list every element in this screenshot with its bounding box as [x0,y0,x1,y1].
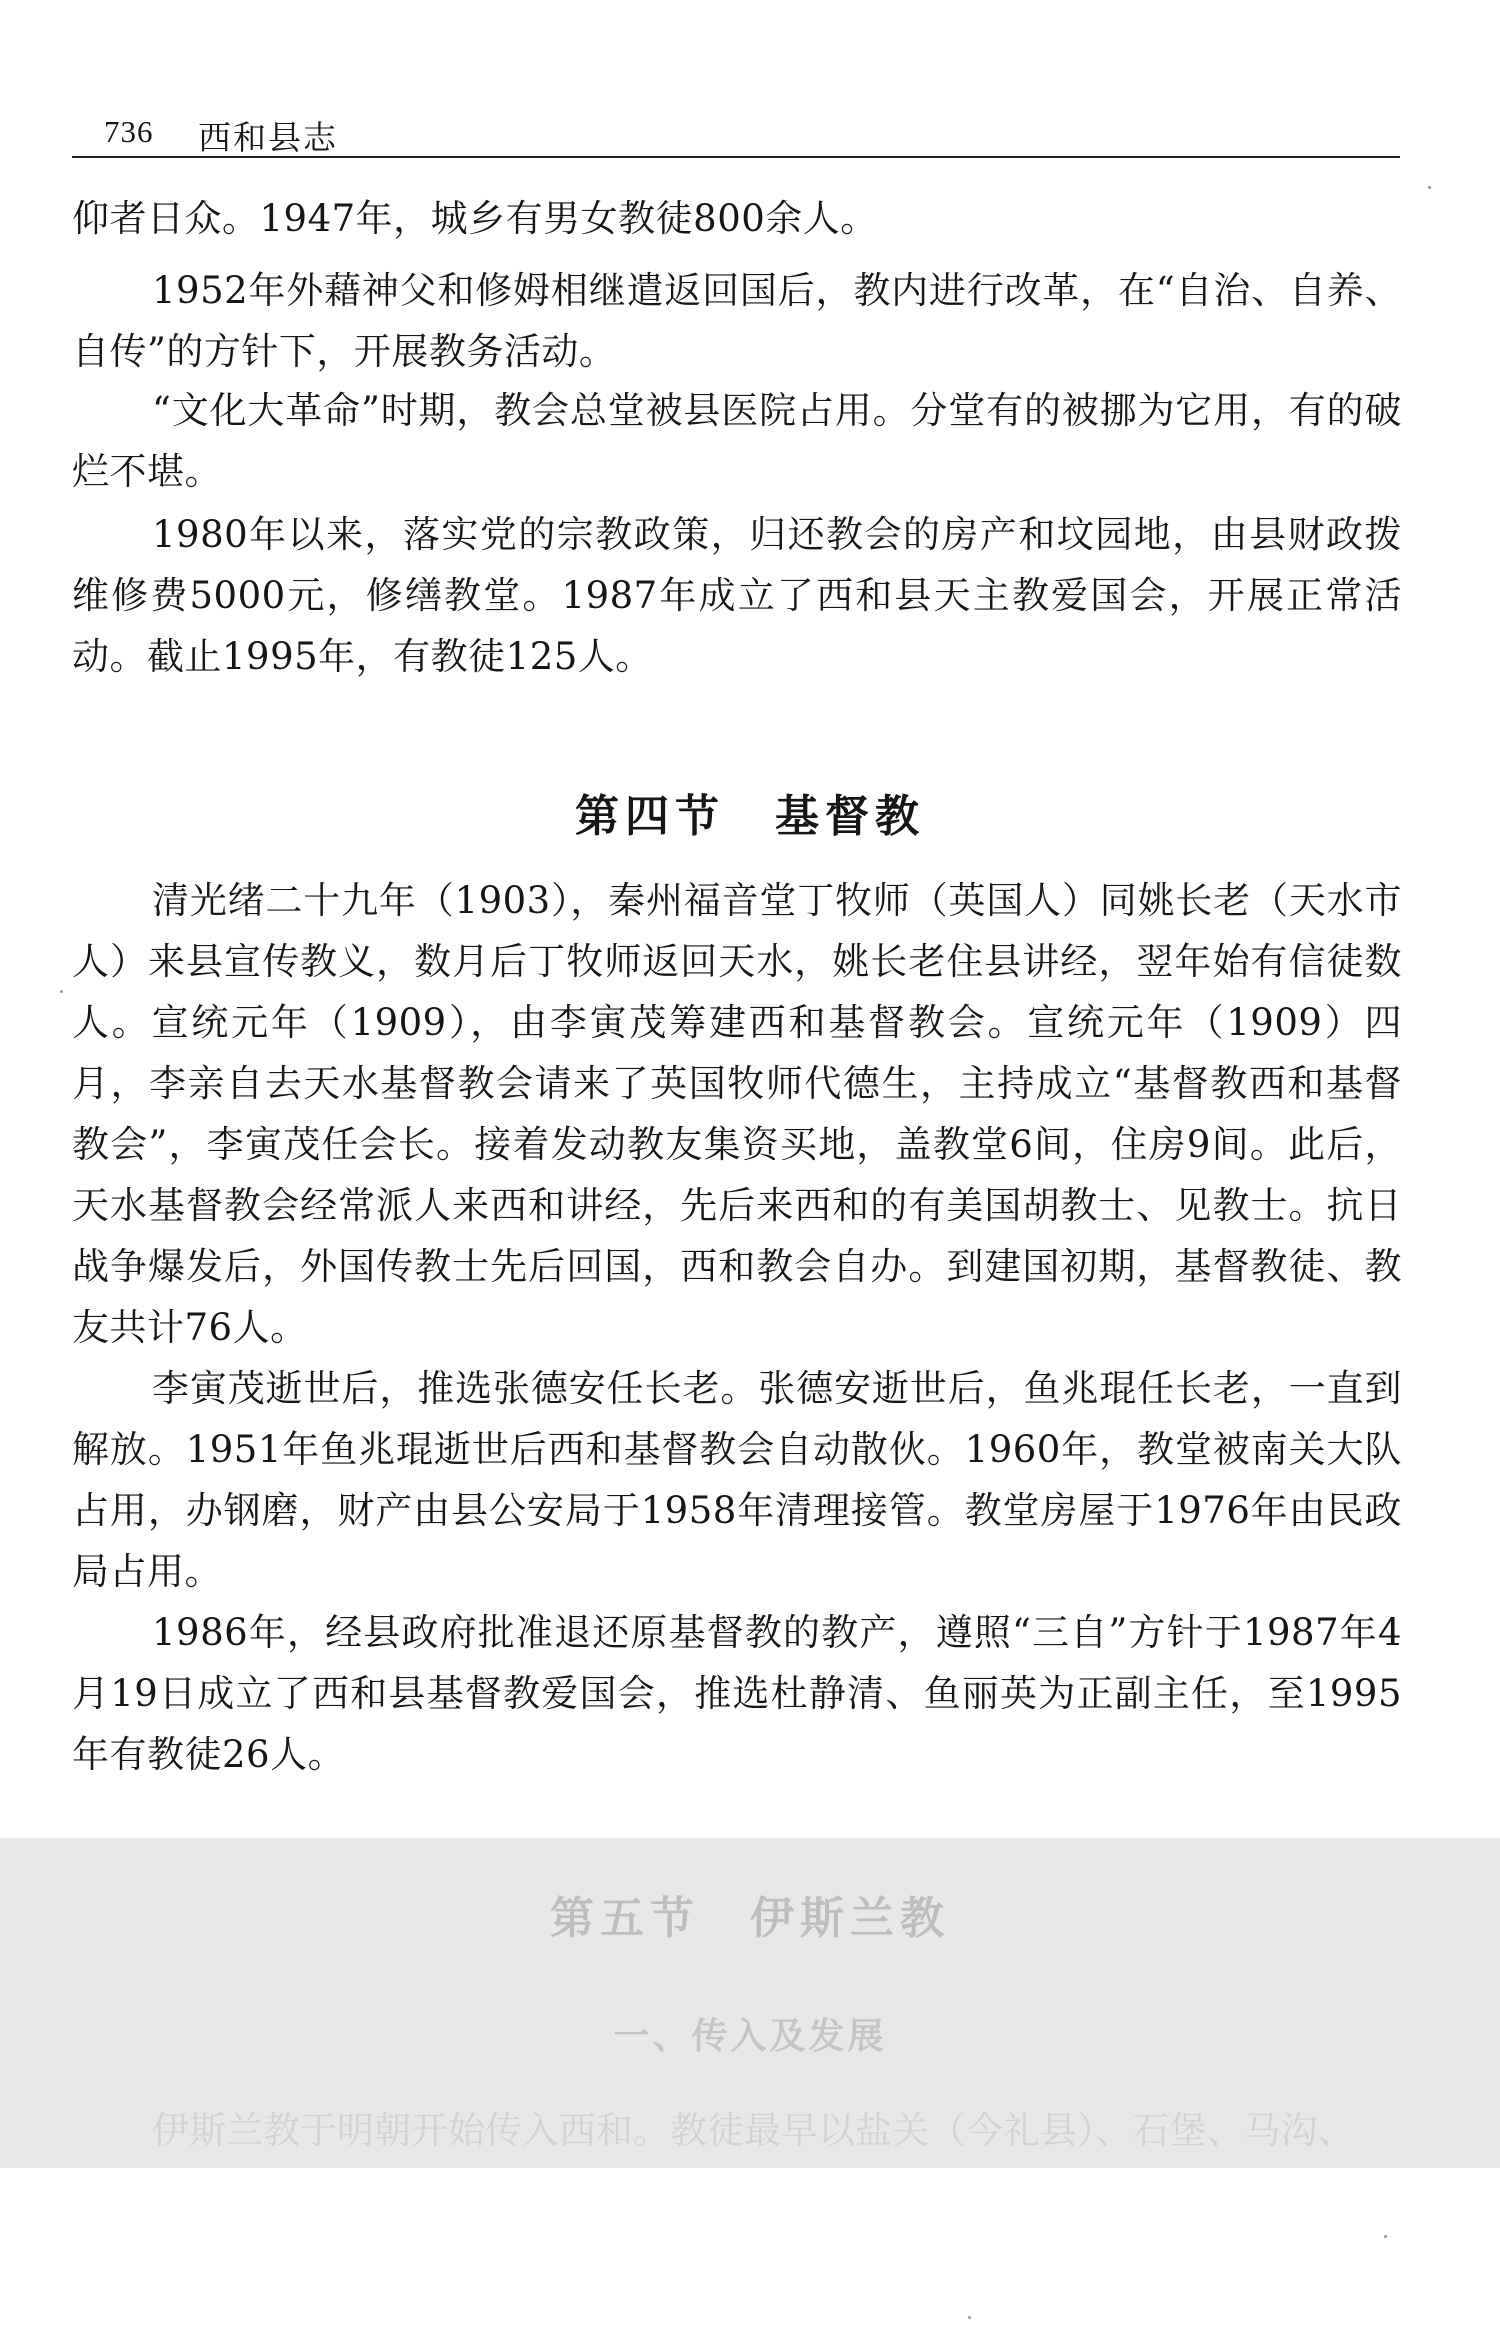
page-number: 736 [104,114,154,149]
paragraph-continuation: 仰者日众。1947年，城乡有男女教徒800余人。 [72,197,878,240]
paragraph-christianity-origin: 清光绪二十九年（1903），秦州福音堂丁牧师（英国人）同姚长老（天水市人）来县宣传教义，数月后丁牧师返回天水，姚长老住县讲经，翌年始有信徒数人。宣统元年（1909），由李寅茂筹建西和基督教会。宣统元年（1909）四月，李亲自去天水基督教会请来了英国牧师代德生，主持成立“基督教西和基督教会”，李寅茂任会长。接着发动教友集资买地，盖教堂6间，住房9间。此后，天水基督教会经常派人来西和讲经，先后来西和的有美国胡教士、见教士。抗日战争爆发后，外国传教士先后回国，西和教会自办。到建国初期，基督教徒、教友共计76人。 [72,879,1402,1349]
paragraph-patriotic-association: 1986年，经县政府批准退还原基督教的教产，遵照“三自”方针于1987年4月19日成立了西和县基督教爱国会，推选杜静清、鱼丽英为正副主任，至1995年有教徒26人。 [72,1611,1402,1776]
scan-speck [60,990,63,993]
paragraph-islam-first-line: 伊斯兰教于明朝开始传入西和。教徒最早以盐关（今礼县）、石堡、马沟、 [152,2109,1355,2152]
scan-speck [968,2316,971,2319]
page-header [72,106,1400,158]
paragraph-cultural-revolution: “文化大革命”时期，教会总堂被县医院占用。分堂有的被挪为它用，有的破烂不堪。 [72,389,1402,493]
subheading-introduction: 一、传入及发展 [613,2015,887,2057]
paragraph-church-leaders: 李寅茂逝世后，推选张德安任长老。张德安逝世后，鱼兆琨任长老，一直到解放。1951年鱼兆琨逝世后西和基督教会自动散伙。1960年，教堂被南关大队占用，办钢磨，财产由县公安局于1958年清理接管。教堂房屋于1976年由民政局占用。 [72,1367,1402,1593]
scan-speck [1428,186,1431,189]
section-heading-christianity: 第四节 基督教 [575,791,925,842]
paragraph-since-1980: 1980年以来，落实党的宗教政策，归还教会的房产和坟园地，由县财政拨维修费5000元，修缮教堂。1987年成立了西和县天主教爱国会，开展正常活动。截止1995年，有教徒125人。 [72,513,1402,678]
paragraph-reform-1952: 1952年外藉神父和修姆相继遣返回国后，教内进行改革，在“自治、自养、自传”的方针下，开展教务活动。 [72,269,1402,373]
faded-next-section [0,1838,1500,2168]
section-heading-islam: 第五节 伊斯兰教 [550,1893,950,1944]
scan-speck [1384,2235,1387,2238]
book-title: 西和县志 [198,118,338,157]
